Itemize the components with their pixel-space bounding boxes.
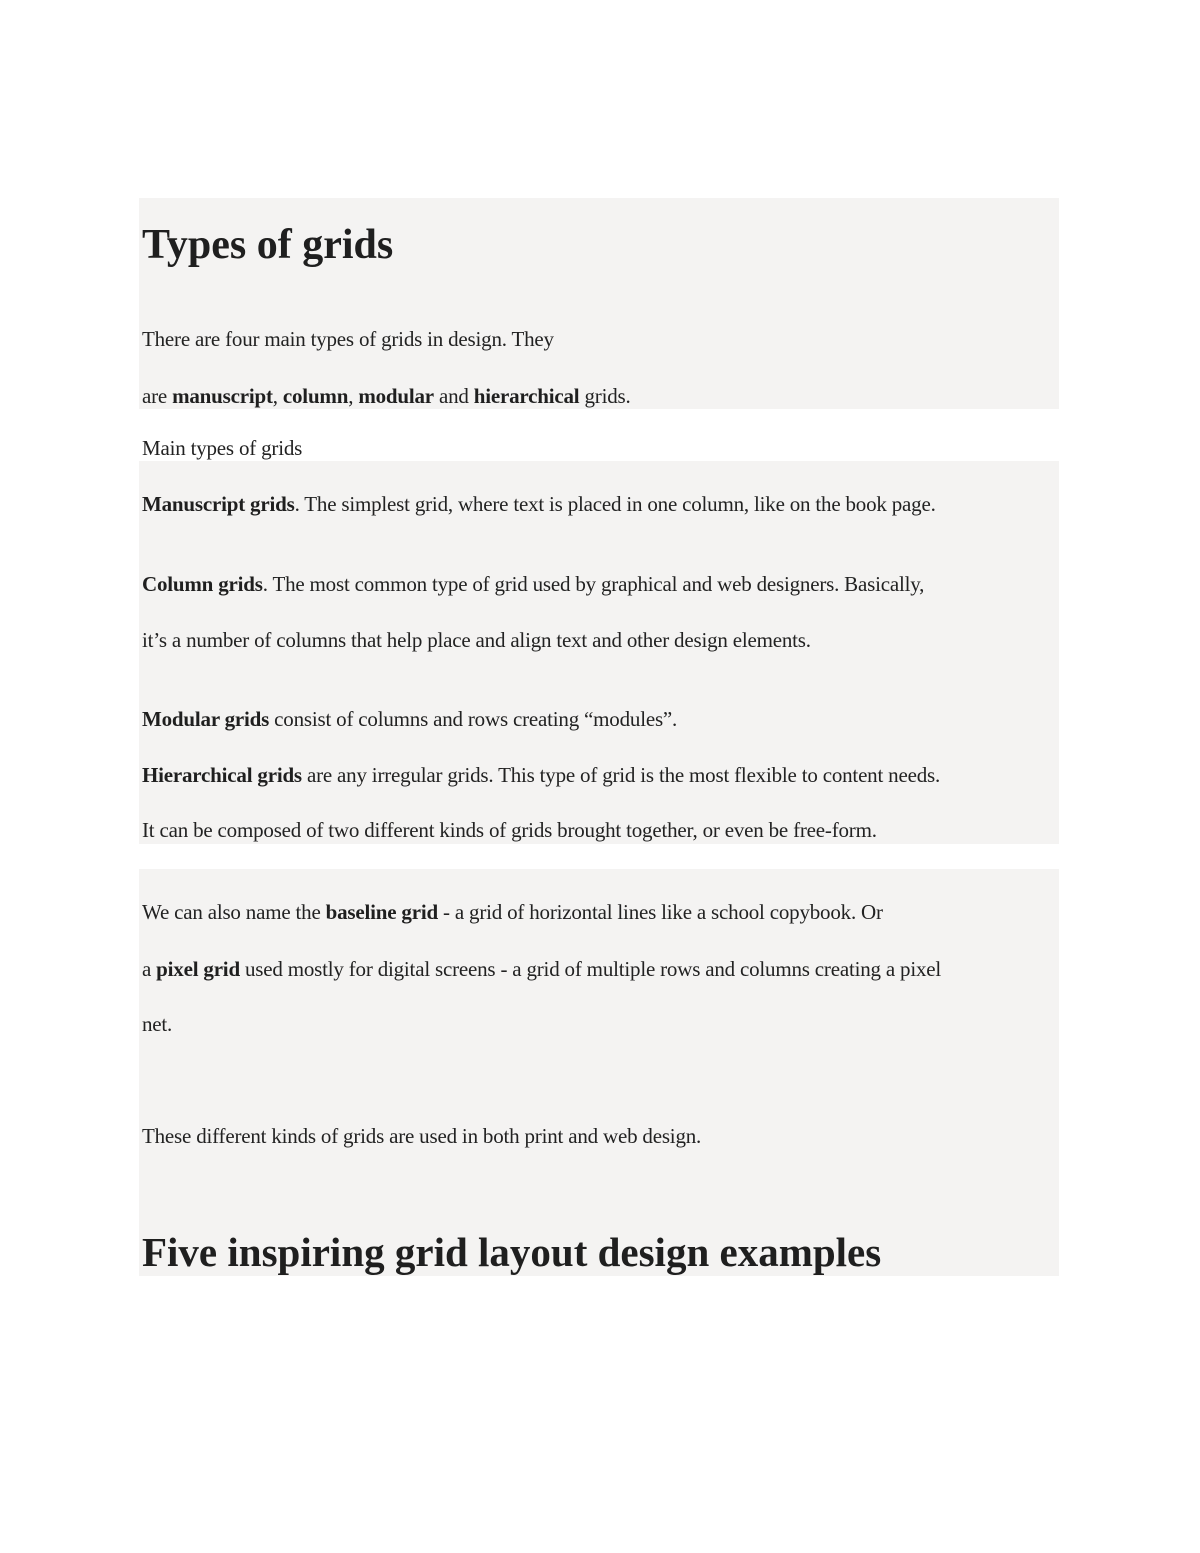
- text: are: [142, 384, 173, 408]
- caption-main-types: Main types of grids: [142, 436, 303, 460]
- term-modular: modular: [358, 384, 434, 408]
- manuscript-grids-term: Manuscript grids: [142, 492, 295, 516]
- intro-line-2: [142, 386, 631, 407]
- hierarchical-grids-line-2: It can be composed of two different kinds of grids brought together, or even be free-form.: [142, 818, 877, 842]
- hierarchical-grids-term: Hierarchical grids: [142, 763, 302, 787]
- hierarchical-grids-text: are any irregular grids. This type of grid is the most flexible to content needs.: [301, 763, 941, 787]
- text: We can also name the: [142, 900, 326, 924]
- text: - a grid of horizontal lines like a school copybook. Or: [437, 900, 883, 924]
- intro-line-1: There are four main types of grids in design. They: [142, 327, 554, 351]
- column-grids-line-1: [142, 574, 924, 595]
- text: used mostly for digital screens - a grid of multiple rows and columns creating a pixel: [239, 957, 942, 981]
- term-manuscript: manuscript: [172, 384, 273, 408]
- term-column: column: [282, 384, 349, 408]
- column-grids-text: . The most common type of grid used by graphical and web designers. Basically,: [262, 572, 925, 596]
- text: grids.: [579, 384, 631, 408]
- text: and: [433, 384, 474, 408]
- pixel-grid-line: [142, 959, 941, 980]
- heading-five-inspiring-examples: Five inspiring grid layout design examples: [142, 1229, 882, 1275]
- column-grids-term: Column grids: [142, 572, 263, 596]
- text: ,: [348, 384, 359, 408]
- text: ,: [272, 384, 283, 408]
- manuscript-grids-paragraph: [142, 494, 936, 515]
- closing-paragraph: These different kinds of grids are used in both print and web design.: [142, 1124, 702, 1148]
- modular-grids-term: Modular grids: [142, 707, 270, 731]
- pixel-grid-line-end: net.: [142, 1012, 173, 1036]
- modular-grids-text: consist of columns and rows creating “modules”.: [269, 707, 678, 731]
- baseline-grid-term: baseline grid: [325, 900, 438, 924]
- manuscript-grids-text: . The simplest grid, where text is placed in one column, like on the book page.: [294, 492, 936, 516]
- heading-types-of-grids: Types of grids: [142, 222, 394, 268]
- baseline-grid-line: [142, 902, 883, 923]
- term-hierarchical: hierarchical: [473, 384, 580, 408]
- hierarchical-grids-line-1: [142, 765, 940, 786]
- modular-grids-paragraph: [142, 709, 677, 730]
- pixel-grid-term: pixel grid: [156, 957, 240, 981]
- extra-block-background: [139, 869, 1059, 1276]
- column-grids-line-2: it’s a number of columns that help place and align text and other design elements.: [142, 628, 811, 652]
- text: a: [142, 957, 157, 981]
